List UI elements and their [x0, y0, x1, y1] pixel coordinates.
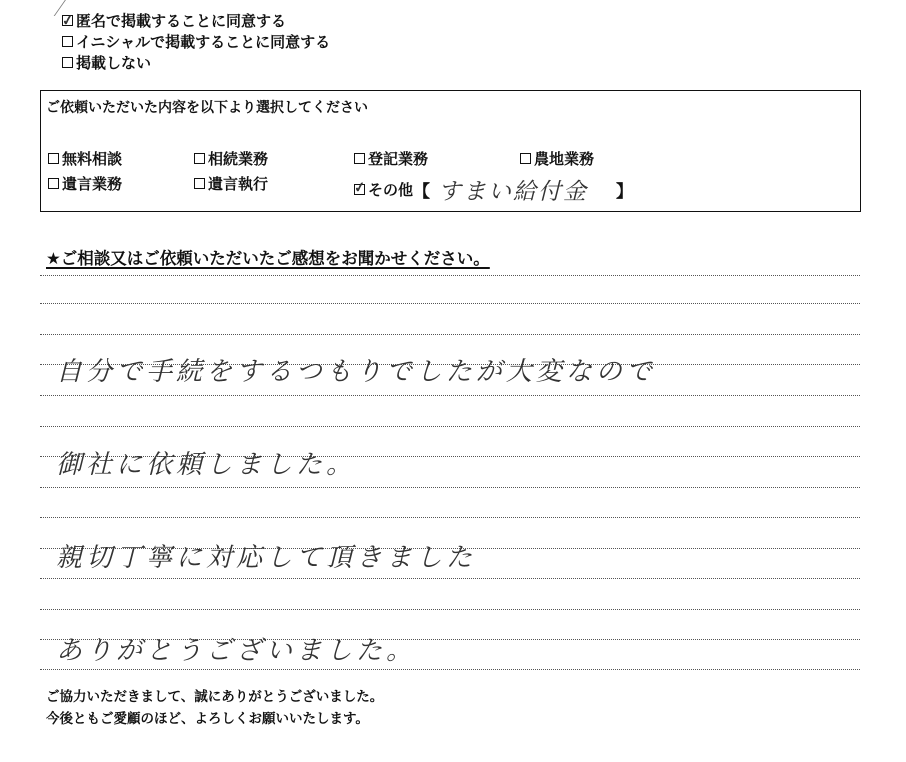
- comment-line: ありがとうございました。: [56, 636, 417, 666]
- consent-option-label: 掲載しない: [76, 53, 152, 72]
- service-option-free-consult[interactable]: [48, 148, 122, 169]
- service-label: 農地業務: [534, 150, 595, 168]
- comment-line: 御社に依頼しました。: [56, 450, 357, 480]
- service-label: 相続業務: [208, 150, 269, 168]
- request-title: ご依頼いただいた内容を以下より選択してください: [46, 100, 368, 116]
- footer-line: 今後ともご愛顧のほど、よろしくお願いいたします。: [46, 711, 369, 727]
- service-option-will-execution[interactable]: [194, 173, 268, 194]
- other-value-handwritten[interactable]: すまい給付金: [438, 179, 589, 205]
- service-label: 無料相談: [62, 150, 123, 168]
- service-label: 遺言執行: [208, 175, 269, 193]
- check-icon: ✓: [352, 179, 367, 197]
- checkbox-will-execution[interactable]: [194, 178, 205, 189]
- service-option-will[interactable]: [48, 173, 122, 194]
- checkbox-no-publish[interactable]: [62, 57, 73, 68]
- comment-line: 親切丁寧に対応して頂きました: [56, 543, 477, 573]
- service-label: その他: [368, 181, 414, 199]
- footer-message: [46, 686, 383, 730]
- service-option-other[interactable]: [354, 173, 633, 206]
- other-close-bracket: 】: [616, 182, 634, 202]
- checkbox-registration[interactable]: [354, 153, 365, 164]
- consent-option-label: イニシャルで掲載することに同意する: [76, 32, 331, 51]
- checkbox-other[interactable]: [352, 179, 367, 197]
- checkbox-will[interactable]: [48, 178, 59, 189]
- consent-option-initials[interactable]: [62, 31, 330, 52]
- consent-option-no-publish[interactable]: [62, 52, 330, 73]
- comment-line: 自分で手続をするつもりでしたが大変なので: [56, 357, 656, 387]
- checkbox-free-consult[interactable]: [48, 153, 59, 164]
- check-icon: ✓: [60, 12, 75, 30]
- checkbox-anonymous[interactable]: [60, 12, 75, 30]
- service-label: 登記業務: [368, 150, 429, 168]
- checkbox-initials[interactable]: [62, 36, 73, 47]
- consent-option-label: 匿名で掲載することに同意する: [76, 11, 287, 30]
- service-option-registration[interactable]: [354, 148, 428, 169]
- checkbox-farmland[interactable]: [520, 153, 531, 164]
- checkbox-inheritance[interactable]: [194, 153, 205, 164]
- service-option-farmland[interactable]: [520, 148, 594, 169]
- consent-option-anonymous[interactable]: [62, 10, 330, 31]
- request-section: [40, 90, 861, 212]
- footer-line: ご協力いただきまして、誠にありがとうございました。: [46, 689, 384, 705]
- comments-heading: ★ご相談又はご依頼いただいたご感想をお聞かせください。: [46, 249, 490, 268]
- service-label: 遺言業務: [62, 175, 123, 193]
- handwritten-comment[interactable]: [56, 295, 656, 698]
- service-option-inheritance[interactable]: [194, 148, 268, 169]
- consent-options: [62, 10, 330, 73]
- ruled-line: [40, 275, 860, 276]
- other-open-bracket: 【: [413, 182, 431, 202]
